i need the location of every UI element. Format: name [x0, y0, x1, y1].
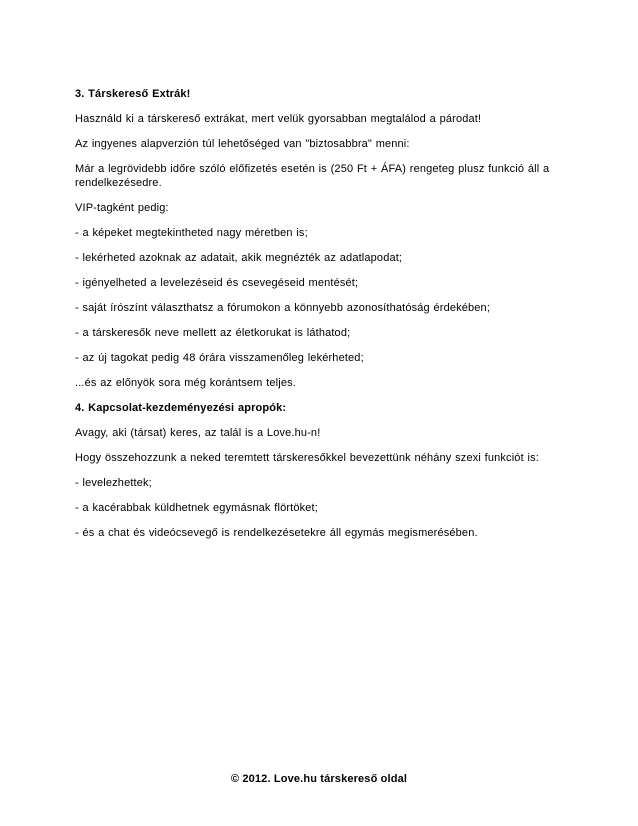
list-item: - a társkeresők neve mellett az életkorukat is láthatod; — [75, 327, 351, 339]
page-footer: © 2012. Love.hu társkereső oldal — [230, 773, 408, 785]
list-item: - a képeket megtekintheted nagy méretben is; — [75, 227, 308, 239]
section-heading: 4. Kapcsolat-kezdeményezési apropók: — [75, 402, 287, 414]
paragraph: ...és az előnyök sora még korántsem teljes. — [75, 377, 296, 389]
list-item: - a kacérabbak küldhetnek egymásnak flörtöket; — [75, 502, 318, 514]
list-item: - levelezhettek; — [75, 477, 152, 489]
paragraph: VIP-tagként pedig: — [75, 202, 169, 214]
list-item: - és a chat és videócsevegő is rendelkezésetekre áll egymás megismerésében. — [75, 527, 478, 539]
list-item: - lekérheted azoknak az adatait, akik megnézték az adatlapodat; — [75, 252, 403, 264]
list-item: - az új tagokat pedig 48 órára visszamenőleg lekérheted; — [75, 352, 364, 364]
list-item: - igényelheted a levelezéseid és csevegéseid mentését; — [75, 277, 359, 289]
paragraph: Avagy, aki (társat) keres, az talál is a Love.hu-n! — [75, 427, 321, 439]
paragraph: Hogy összehozzunk a neked teremtett társkeresőkkel bevezettünk néhány szexi funkciót is: — [75, 452, 539, 464]
list-item: - saját írószínt választhatsz a fórumokon a könnyebb azonosíthatóság érdekében; — [75, 302, 491, 314]
paragraph: Az ingyenes alapverzión túl lehetőséged van "biztosabbra" menni: — [75, 138, 410, 150]
section-heading: 3. Társkereső Extrák! — [75, 88, 191, 100]
document-body — [75, 87, 565, 551]
paragraph: Már a legrövidebb időre szóló előfizetés esetén is (250 Ft + ÁFA) rengeteg plusz funkció áll a rendelkezésedre. — [75, 163, 550, 189]
paragraph: Használd ki a társkereső extrákat, mert velük gyorsabban megtalálod a párodat! — [75, 113, 482, 125]
